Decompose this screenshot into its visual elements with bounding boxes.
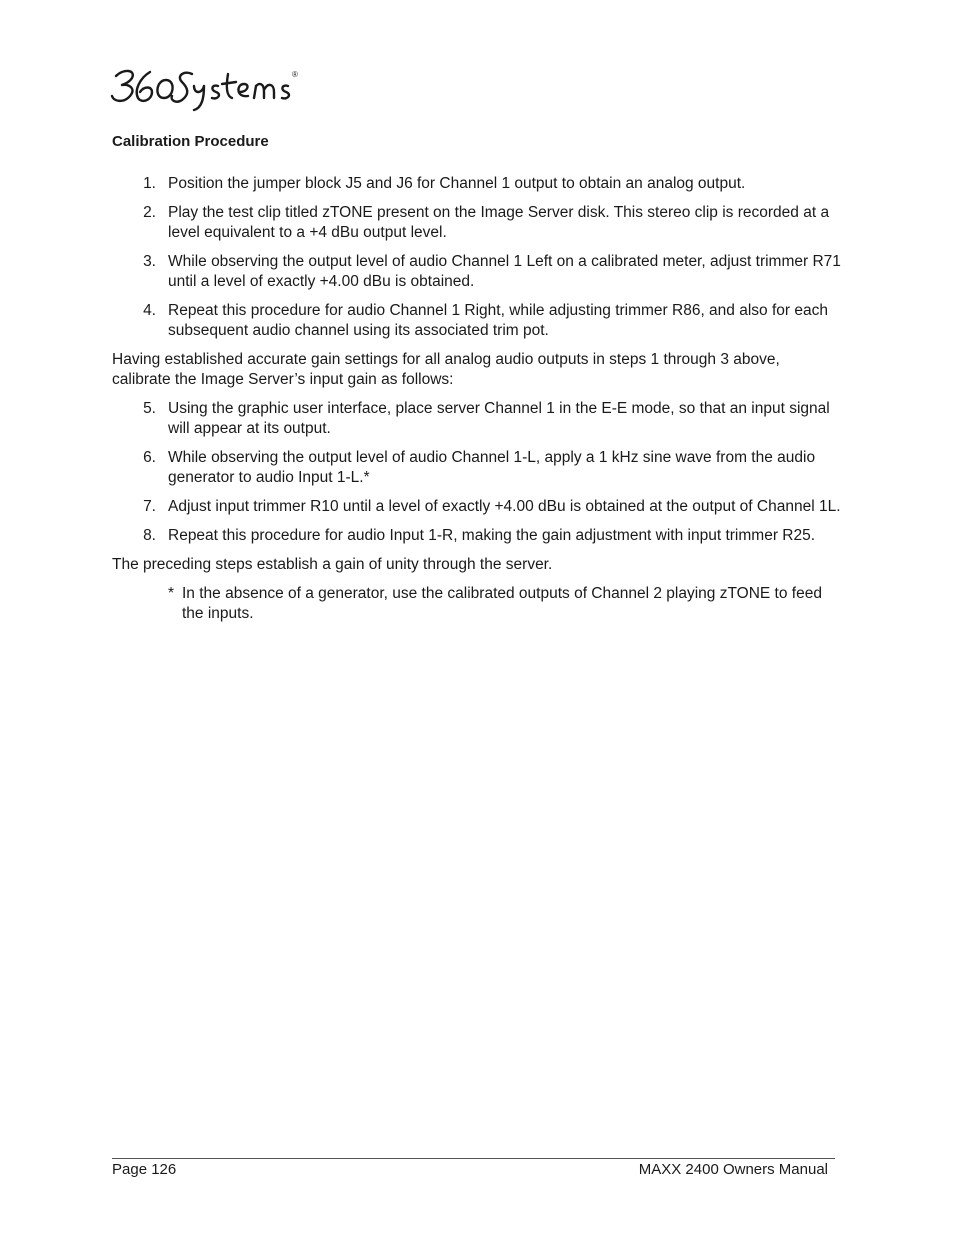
- footnote: [168, 584, 842, 624]
- list-item: [112, 399, 842, 439]
- list-item: [112, 174, 842, 194]
- step-number: 4.: [143, 302, 156, 319]
- step-number: 2.: [143, 204, 156, 221]
- step-text: Repeat this procedure for audio Channel 1 Right, while adjusting trimmer R86, and also for each subsequent audio channel using its associated trim pot.: [168, 302, 828, 339]
- step-text: Play the test clip titled zTONE present on the Image Server disk. This stereo clip is recorded at a level equivalent to a +4 dBu output level.: [168, 204, 830, 241]
- list-item: [112, 252, 842, 292]
- step-number: 1.: [143, 175, 156, 192]
- step-number: 6.: [143, 449, 156, 466]
- list-item: [112, 203, 842, 243]
- registered-mark: ®: [292, 70, 298, 79]
- intro-paragraph: Having established accurate gain settings for all analog audio outputs in steps 1 through 3 above, calibrate the Image Server’s input gain as follows:: [112, 351, 780, 388]
- page-number: Page 126: [112, 1161, 177, 1178]
- list-item: [112, 301, 842, 341]
- manual-title: MAXX 2400 Owners Manual: [638, 1161, 828, 1178]
- step-text: Adjust input trimmer R10 until a level of exactly +4.00 dBu is obtained at the output of Channel 1L.: [168, 498, 841, 515]
- step-text: Repeat this procedure for audio Input 1-R, making the gain adjustment with input trimmer R25.: [168, 527, 816, 544]
- step-number: 7.: [143, 498, 156, 515]
- footnote-mark: *: [168, 585, 175, 602]
- list-item: [112, 526, 842, 546]
- section-heading: Calibration Procedure: [112, 133, 269, 150]
- step-text: Using the graphic user interface, place server Channel 1 in the E-E mode, so that an input signal will appear at its output.: [168, 400, 830, 437]
- list-item: [112, 497, 842, 517]
- step-text: While observing the output level of audio Channel 1 Left on a calibrated meter, adjust trimmer R71 until a level of exactly +4.00 dBu is obtained.: [168, 253, 841, 290]
- step-number: 5.: [143, 400, 156, 417]
- footer-divider: [112, 1158, 835, 1159]
- 360-systems-logo-icon: [110, 62, 305, 112]
- closing-paragraph: The preceding steps establish a gain of unity through the server.: [112, 556, 553, 573]
- document-body: [112, 174, 842, 624]
- brand-logo: [110, 62, 305, 112]
- step-text: Position the jumper block J5 and J6 for Channel 1 output to obtain an analog output.: [168, 175, 746, 192]
- list-item: [112, 448, 842, 488]
- step-text: While observing the output level of audio Channel 1-L, apply a 1 kHz sine wave from the audio generator to audio Input 1-L.*: [168, 449, 816, 486]
- step-number: 8.: [143, 527, 156, 544]
- step-number: 3.: [143, 253, 156, 270]
- footnote-text: In the absence of a generator, use the calibrated outputs of Channel 2 playing zTONE to feed the inputs.: [182, 585, 822, 622]
